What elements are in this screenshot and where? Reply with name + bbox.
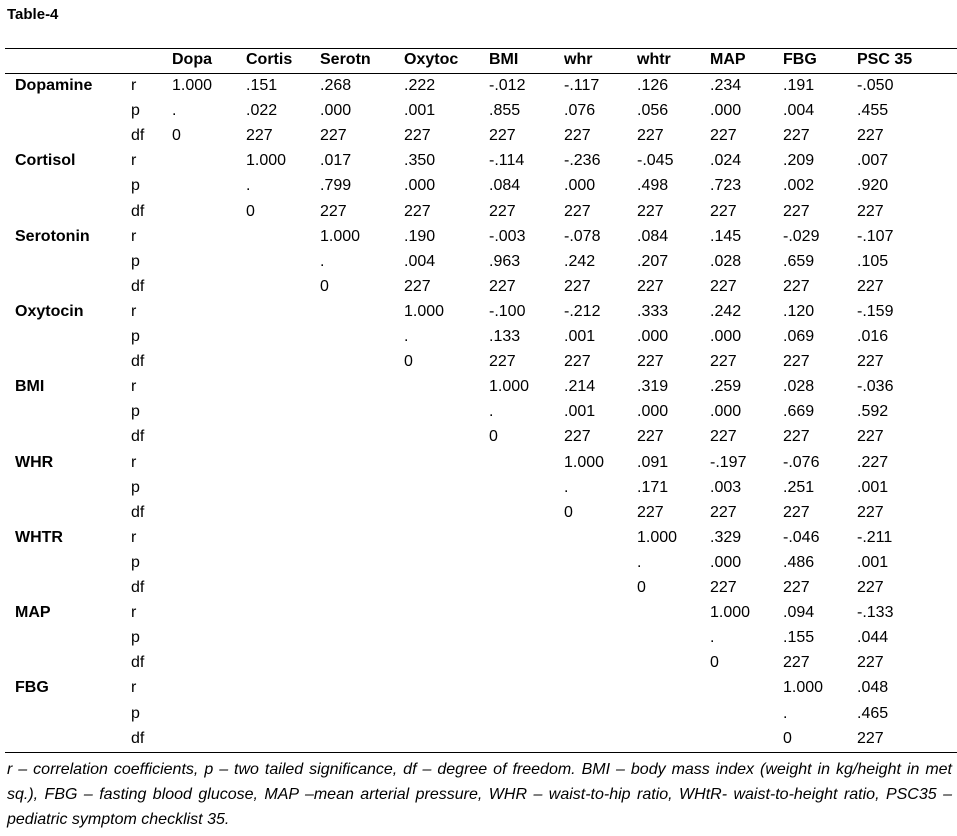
row-variable-label: WHTR (15, 528, 63, 546)
table-cell: .044 (857, 629, 889, 647)
table-cell: .592 (857, 403, 889, 421)
table-cell: .028 (710, 252, 742, 270)
stat-label: df (131, 579, 145, 596)
row-variable-label: Serotonin (15, 227, 90, 245)
table-cell: .251 (783, 478, 815, 496)
stat-label: r (131, 679, 137, 697)
table-cell: 227 (404, 202, 431, 220)
table-cell: 227 (637, 503, 664, 521)
table-cell: .105 (857, 252, 889, 270)
table-cell: .963 (489, 252, 521, 270)
table-cell: 227 (710, 428, 737, 446)
table-cell: 227 (783, 353, 810, 371)
table-cell: . (637, 553, 642, 571)
table-cell: .133 (489, 328, 521, 345)
table-cell: .669 (783, 403, 815, 421)
table-cell: 227 (637, 127, 664, 145)
table-cell: .191 (783, 77, 815, 94)
column-header: Dopa (172, 51, 212, 68)
table-cell: .084 (637, 227, 669, 245)
table-cell: .145 (710, 227, 742, 245)
table-cell: 1.000 (783, 679, 824, 697)
table-cell: . (246, 177, 251, 195)
column-header: whr (564, 51, 593, 68)
table-cell: 227 (783, 579, 810, 596)
stat-label: r (131, 378, 137, 396)
table-cell: -.117 (564, 77, 600, 94)
table-cell: 227 (857, 202, 884, 220)
table-cell: -.100 (489, 302, 526, 320)
table-cell: 1.000 (564, 453, 605, 471)
table-cell: 227 (857, 503, 884, 521)
table-cell: .242 (564, 252, 596, 270)
table-cell: 0 (564, 503, 573, 521)
table-cell: .017 (320, 152, 352, 170)
table-cell: 227 (564, 127, 591, 145)
row-variable-label: WHR (15, 453, 54, 471)
column-header: PSC 35 (857, 51, 913, 68)
table-cell: .498 (637, 177, 669, 195)
table-cell: 227 (710, 127, 737, 145)
stat-label: p (131, 553, 140, 571)
table-cell: .120 (783, 302, 815, 320)
stat-label: p (131, 328, 140, 345)
table-cell: .001 (857, 478, 889, 496)
table-cell: -.029 (783, 227, 820, 245)
stat-label: r (131, 227, 137, 245)
table-cell: -.078 (564, 227, 601, 245)
table-cell: 227 (489, 202, 516, 220)
stat-label: df (131, 428, 145, 446)
table-cell: 227 (404, 127, 431, 145)
table-cell: 1.000 (489, 378, 530, 396)
stat-label: p (131, 403, 140, 421)
table-cell: .000 (564, 177, 596, 195)
table-cell: .126 (637, 77, 669, 94)
table-cell: .155 (783, 629, 815, 647)
table-cell: -.036 (857, 378, 894, 396)
table-cell: .333 (637, 302, 669, 320)
table-cell: 227 (710, 202, 737, 220)
row-variable-label: Cortisol (15, 152, 76, 170)
table-cell: 1.000 (710, 604, 751, 622)
column-header: BMI (489, 51, 519, 68)
table-cell: .000 (710, 403, 742, 421)
table-cell: -.197 (710, 453, 747, 471)
stat-label: df (131, 353, 145, 371)
table-cell: 227 (320, 202, 347, 220)
table-cell: 227 (710, 503, 737, 521)
table-cell: 1.000 (172, 77, 213, 94)
table-cell: -.050 (857, 77, 894, 94)
table-cell: .001 (404, 102, 436, 120)
table-cell: 227 (857, 353, 884, 371)
table-cell: .171 (637, 478, 669, 496)
table-cell: 227 (710, 277, 737, 295)
stat-label: r (131, 528, 137, 546)
table-top-rule (5, 48, 957, 49)
table-cell: .000 (710, 553, 742, 571)
table-cell: 0 (489, 428, 498, 446)
table-cell: .056 (637, 102, 669, 120)
table-cell: 227 (783, 428, 810, 446)
stat-label: df (131, 202, 145, 220)
table-cell: .855 (489, 102, 521, 120)
table-cell: 227 (783, 654, 810, 672)
table-cell: 227 (320, 127, 347, 145)
column-header: Cortis (246, 51, 293, 68)
table-title: Table-4 (7, 6, 59, 23)
table-cell: -.003 (489, 227, 526, 245)
table-cell: .214 (564, 378, 596, 396)
table-cell: .001 (564, 403, 596, 421)
table-cell: 0 (172, 127, 181, 145)
table-cell: 0 (404, 353, 413, 371)
table-cell: -.211 (857, 528, 893, 546)
row-variable-label: FBG (15, 679, 49, 697)
table-cell: -.045 (637, 152, 674, 170)
table-cell: .227 (857, 453, 889, 471)
table-cell: .000 (710, 328, 742, 345)
stat-label: p (131, 478, 140, 496)
table-cell: .076 (564, 102, 596, 120)
table-cell: . (172, 102, 177, 120)
table-cell: 227 (783, 503, 810, 521)
table-cell: .022 (246, 102, 278, 120)
table-cell: .190 (404, 227, 436, 245)
table-cell: -.114 (489, 152, 525, 170)
table-cell: 227 (564, 428, 591, 446)
table-cell: .329 (710, 528, 742, 546)
table-cell: .001 (857, 553, 889, 571)
stat-label: r (131, 77, 137, 94)
stat-label: p (131, 102, 140, 120)
table-cell: .000 (404, 177, 436, 195)
table-cell: .000 (710, 102, 742, 120)
table-cell: .091 (637, 453, 669, 471)
table-cell: 0 (710, 654, 719, 672)
table-cell: .242 (710, 302, 742, 320)
table-cell: .465 (857, 704, 889, 722)
table-cell: .001 (564, 328, 596, 345)
table-cell: -.076 (783, 453, 820, 471)
table-cell: 0 (783, 729, 792, 747)
table-cell: 227 (637, 428, 664, 446)
table-cell: -.107 (857, 227, 894, 245)
table-cell: . (783, 704, 788, 722)
table-cell: .004 (404, 252, 436, 270)
stat-label: r (131, 604, 137, 622)
table-cell: .003 (710, 478, 742, 496)
table-cell: . (489, 403, 494, 421)
table-cell: -.133 (857, 604, 894, 622)
table-cell: 1.000 (404, 302, 445, 320)
table-cell: .268 (320, 77, 352, 94)
table-cell: 227 (783, 202, 810, 220)
table-cell: .000 (637, 328, 669, 345)
table-cell: -.159 (857, 302, 894, 320)
table-cell: .259 (710, 378, 742, 396)
table-cell: .007 (857, 152, 889, 170)
table-cell: -.212 (564, 302, 601, 320)
stat-label: df (131, 654, 145, 672)
table-cell: .799 (320, 177, 352, 195)
table-cell: 227 (857, 127, 884, 145)
table-cell: .000 (320, 102, 352, 120)
table-cell: 227 (637, 353, 664, 371)
table-cell: .723 (710, 177, 742, 195)
table-footnote: r – correlation coefficients, p – two tailed significance, df – degree of freedom. BMI – body mass index (weight in kg/height in met sq.), FBG – fasting blood glucose, MAP –mean arterial pressure, WHR – waist-to-hip ratio, WHtR- waist-to-height ratio, PSC35 – pediatric symptom checklist 35. (7, 761, 952, 828)
table-cell: .002 (783, 177, 815, 195)
row-variable-label: MAP (15, 604, 51, 622)
table-cell: .319 (637, 378, 669, 396)
row-variable-label: Oxytocin (15, 302, 84, 320)
table-cell: .048 (857, 679, 889, 697)
table-cell: -.046 (783, 528, 820, 546)
table-cell: .222 (404, 77, 436, 94)
table-header-rule (5, 73, 957, 74)
stat-label: r (131, 302, 137, 320)
table-cell: 227 (489, 127, 516, 145)
table-cell: 227 (404, 277, 431, 295)
table-cell: .024 (710, 152, 742, 170)
table-cell: 227 (857, 579, 884, 596)
table-cell: 1.000 (637, 528, 678, 546)
table-cell: 227 (783, 277, 810, 295)
table-cell: .234 (710, 77, 742, 94)
stat-label: p (131, 704, 140, 722)
table-cell: 227 (783, 127, 810, 145)
table-cell: 227 (489, 353, 516, 371)
column-header: whtr (637, 51, 671, 68)
table-cell: 0 (246, 202, 255, 220)
table-cell: .207 (637, 252, 669, 270)
table-cell: 0 (637, 579, 646, 596)
table-cell: .920 (857, 177, 889, 195)
table-cell: 227 (857, 428, 884, 446)
stat-label: df (131, 127, 145, 145)
stat-label: r (131, 453, 137, 471)
table-cell: 227 (857, 729, 884, 747)
table-cell: 227 (637, 202, 664, 220)
stat-label: p (131, 252, 140, 270)
table-cell: 227 (857, 277, 884, 295)
table-cell: 227 (564, 202, 591, 220)
table-cell: 227 (564, 353, 591, 371)
table-cell: .000 (637, 403, 669, 421)
table-cell: .016 (857, 328, 889, 345)
table-cell: -.236 (564, 152, 601, 170)
stat-label: p (131, 629, 140, 647)
table-bottom-rule (5, 752, 957, 753)
table-cell: 227 (857, 654, 884, 672)
stat-label: df (131, 277, 145, 295)
table-cell: .659 (783, 252, 815, 270)
table-cell: 227 (246, 127, 273, 145)
column-header: Oxytoc (404, 51, 459, 68)
stat-label: r (131, 152, 137, 170)
table-cell: 227 (564, 277, 591, 295)
table-cell: 227 (710, 579, 737, 596)
table-cell: . (404, 328, 409, 345)
table-cell: .084 (489, 177, 521, 195)
stat-label: df (131, 503, 145, 521)
stat-label: p (131, 177, 140, 195)
table-cell: -.012 (489, 77, 526, 94)
column-header: FBG (783, 51, 817, 68)
table-cell: .151 (246, 77, 278, 94)
row-variable-label: BMI (15, 378, 45, 396)
table-cell: .350 (404, 152, 436, 170)
table-cell: 1.000 (246, 152, 287, 170)
table-cell: .455 (857, 102, 889, 120)
table-cell: .209 (783, 152, 815, 170)
table-cell: .028 (783, 378, 815, 396)
table-cell: . (564, 478, 569, 496)
table-cell: 227 (637, 277, 664, 295)
table-cell: 1.000 (320, 227, 361, 245)
table-cell: 227 (710, 353, 737, 371)
table-cell: 0 (320, 277, 329, 295)
table-cell: 227 (489, 277, 516, 295)
table-cell: . (320, 252, 325, 270)
table-cell: .069 (783, 328, 815, 345)
row-variable-label: Dopamine (15, 77, 93, 94)
column-header: MAP (710, 51, 746, 68)
table-cell: . (710, 629, 715, 647)
table-cell: .094 (783, 604, 815, 622)
table-cell: .004 (783, 102, 815, 120)
column-header: Serotn (320, 51, 371, 68)
table-cell: .486 (783, 553, 815, 571)
stat-label: df (131, 729, 145, 747)
